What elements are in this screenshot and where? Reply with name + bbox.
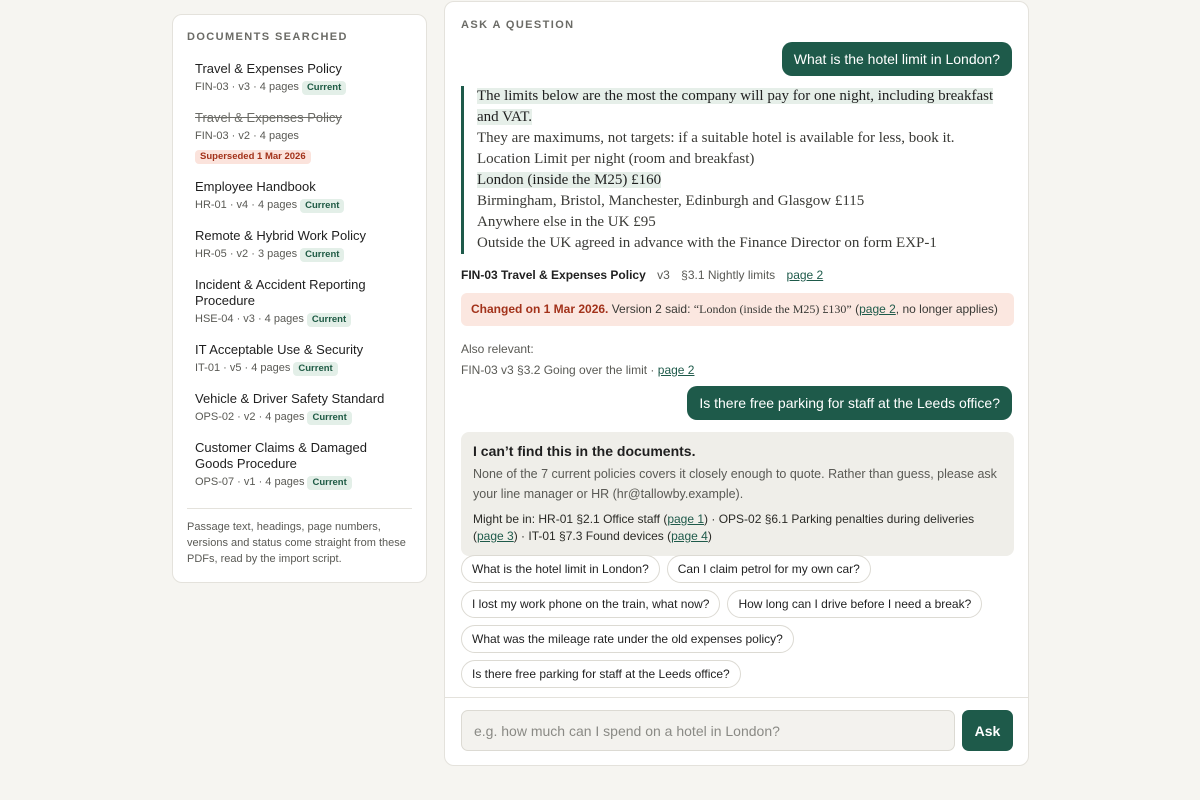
quote-line: Anywhere else in the UK £95 — [477, 214, 656, 230]
user-question-bubble[interactable]: Is there free parking for staff at the Leeds office? — [687, 386, 1012, 420]
document-meta: HSE-04 · v3 · 4 pages — [195, 313, 304, 325]
status-badge: Current — [307, 476, 351, 490]
quote-line: Birmingham, Bristol, Manchester, Edinburgh and Glasgow £115 — [477, 193, 865, 209]
document-item[interactable] — [187, 106, 412, 170]
status-badge: Current — [307, 411, 351, 425]
chat-panel — [444, 1, 1029, 766]
suggestion-chip[interactable]: I lost my work phone on the train, what now? — [461, 590, 720, 618]
suggestion-chip[interactable]: Is there free parking for staff at the Leeds office? — [461, 660, 741, 688]
page-title: ASK A QUESTION — [461, 19, 575, 31]
sidebar-footnote: Passage text, headings, page numbers, versions and status come straight from these PDFs, read by the import script. — [187, 521, 406, 565]
documents-sidebar — [172, 14, 427, 583]
no-answer-title: I can’t find this in the documents. — [473, 443, 696, 459]
also-relevant-page-link[interactable]: page 2 — [657, 363, 695, 377]
answer-citation — [461, 268, 823, 282]
status-badge: Current — [300, 248, 344, 262]
change-notice: Changed on 1 Mar 2026. Version 2 said: “London (inside the M25) £130” (page 2, no longer applies) — [461, 293, 1014, 326]
status-badge: Superseded 1 Mar 2026 — [195, 150, 311, 164]
document-item[interactable] — [187, 338, 412, 382]
quote-line: London (inside the M25) £160 — [477, 172, 662, 188]
question-input[interactable] — [461, 710, 955, 751]
might-be-in: Might be in: HR-01 §2.1 Office staff (page 1) · OPS-02 §6.1 Parking penalties during deliveries (page 3) · IT-01 §7.3 Found devices (page 4) — [473, 512, 975, 543]
question-composer — [445, 697, 1028, 765]
citation-page-link[interactable]: page 2 — [786, 268, 824, 282]
document-title: Vehicle & Driver Safety Standard — [195, 391, 385, 406]
quote-line: They are maximums, not targets: if a suitable hotel is available for less, book it. — [477, 130, 955, 146]
document-item[interactable] — [187, 273, 412, 333]
might-be-page-link[interactable]: page 3 — [477, 529, 514, 543]
document-item[interactable] — [187, 224, 412, 268]
document-title: Incident & Accident Reporting Procedure — [195, 277, 366, 308]
document-meta: HR-05 · v2 · 3 pages — [195, 248, 298, 260]
document-item[interactable] — [187, 387, 412, 431]
change-notice-label: Changed on 1 Mar 2026. — [471, 302, 609, 316]
old-version-quote: “London (inside the M25) £130” — [693, 302, 852, 316]
sidebar-divider — [187, 508, 412, 509]
status-badge: Current — [307, 313, 351, 327]
also-relevant-label: Also relevant: — [461, 342, 534, 356]
old-version-page-link[interactable]: page 2 — [859, 302, 896, 316]
quote-line: Location Limit per night (room and breakfast) — [477, 151, 755, 167]
also-relevant — [461, 339, 694, 381]
document-item[interactable] — [187, 436, 412, 496]
suggestion-chip[interactable]: Can I claim petrol for my own car? — [667, 555, 871, 583]
user-question-bubble[interactable]: What is the hotel limit in London? — [782, 42, 1012, 76]
status-badge: Current — [293, 362, 337, 376]
quote-line: Outside the UK agreed in advance with the Finance Director on form EXP-1 — [477, 235, 937, 251]
might-be-page-link[interactable]: page 1 — [667, 512, 705, 526]
no-answer-body: None of the 7 current policies covers it closely enough to quote. Rather than guess, please ask your line manager or HR (hr@tallowby.example). — [473, 467, 997, 501]
no-answer-card — [461, 432, 1014, 556]
citation-document: FIN-03 Travel & Expenses Policy — [461, 268, 646, 282]
document-meta: IT-01 · v5 · 4 pages — [195, 362, 291, 374]
document-item[interactable] — [187, 175, 412, 219]
document-title: Travel & Expenses Policy — [195, 61, 342, 76]
citation-version: v3 — [657, 268, 670, 282]
suggestion-chip[interactable]: What is the hotel limit in London? — [461, 555, 660, 583]
suggestion-chip[interactable]: What was the mileage rate under the old expenses policy? — [461, 625, 794, 653]
document-meta: OPS-07 · v1 · 4 pages — [195, 476, 305, 488]
citation-section: §3.1 Nightly limits — [681, 268, 776, 282]
document-meta: FIN-03 · v3 · 4 pages — [195, 81, 299, 93]
document-meta: FIN-03 · v2 · 4 pages — [195, 130, 299, 142]
might-be-page-link[interactable]: page 4 — [671, 529, 708, 543]
suggested-questions — [461, 555, 1014, 695]
document-title: Employee Handbook — [195, 179, 316, 194]
document-item[interactable] — [187, 57, 412, 101]
document-title: Remote & Hybrid Work Policy — [195, 228, 366, 243]
quote-line: The limits below are the most the company will pay for one night, including breakfast and VAT. — [477, 88, 994, 125]
document-title: IT Acceptable Use & Security — [195, 342, 364, 357]
status-badge: Current — [300, 199, 344, 213]
answer-quote — [461, 86, 1014, 254]
document-meta: HR-01 · v4 · 4 pages — [195, 199, 298, 211]
sidebar-heading: DOCUMENTS SEARCHED — [187, 31, 348, 43]
document-title: Travel & Expenses Policy — [195, 110, 342, 125]
status-badge: Current — [302, 81, 346, 95]
document-title: Customer Claims & Damaged Goods Procedure — [195, 440, 367, 471]
document-list — [187, 57, 412, 496]
ask-button[interactable]: Ask — [962, 710, 1013, 751]
document-meta: OPS-02 · v2 · 4 pages — [195, 411, 305, 423]
also-relevant-ref: FIN-03 v3 §3.2 Going over the limit · — [461, 363, 655, 377]
suggestion-chip[interactable]: How long can I drive before I need a break? — [727, 590, 982, 618]
